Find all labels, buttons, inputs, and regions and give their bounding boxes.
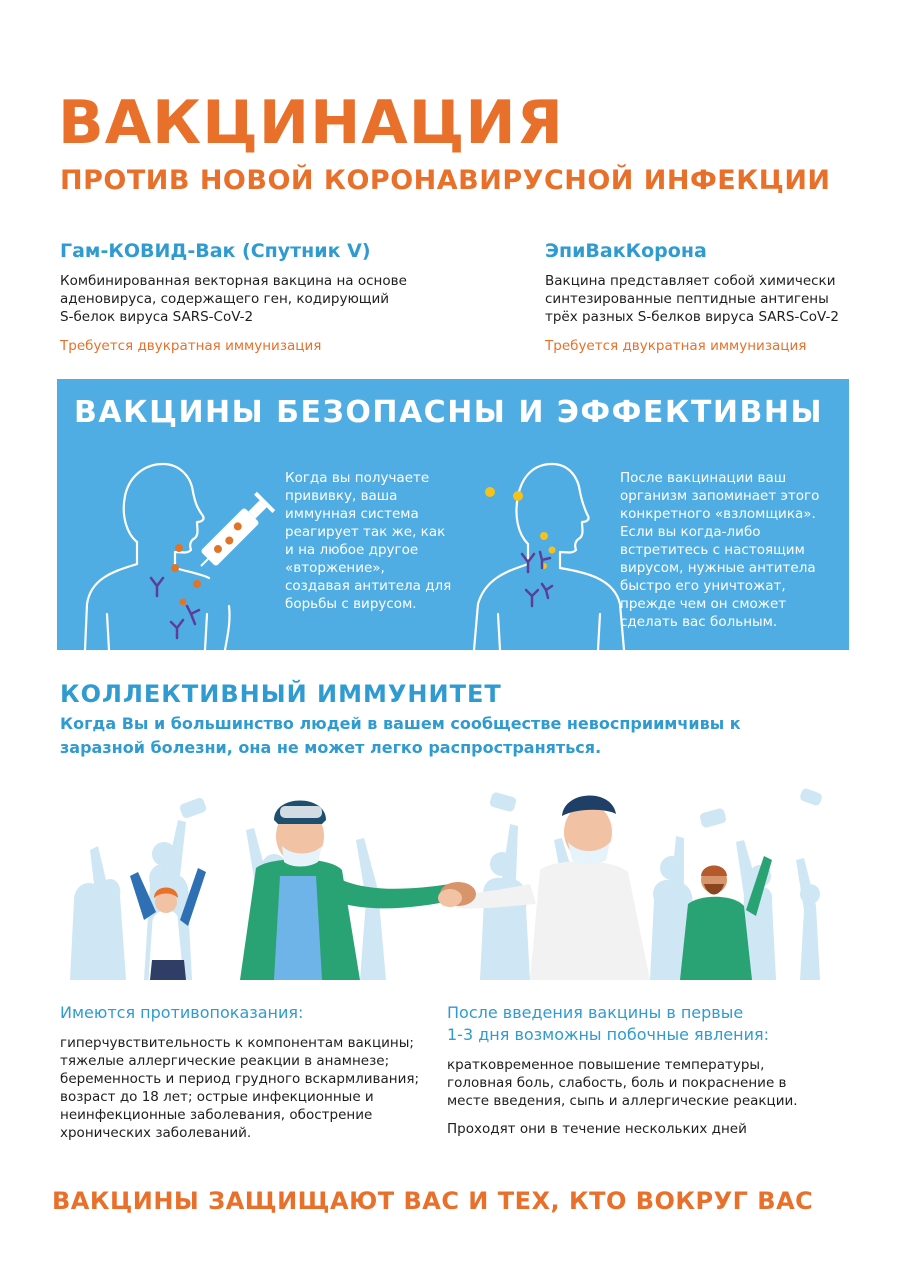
herd-immunity-text: Когда Вы и большинство людей в вашем сообществе невосприимчивы к заразной болезни, она не может легко распространяться. [60,714,741,757]
immune-memory-illustration [462,454,642,650]
vaccine-name: ЭпиВакКорона [545,240,707,262]
vaccine-description: Вакцина представляет собой химически синтезированные пептидные антигены трёх разных S-белков вируса SARS-CoV-2 [545,273,839,325]
vaccination-illustration [79,454,279,650]
vaccine-card-sputnik [60,240,460,354]
antibodies-icon [151,578,199,638]
vaccine-description: Комбинированная векторная вакцина на основе аденовируса, содержащего ген, кодирующий S-белок вируса SARS-CoV-2 [60,273,407,325]
page-subtitle: ПРОТИВ НОВОЙ КОРОНАВИРУСНОЙ ИНФЕКЦИИ [60,165,831,196]
vaccine-name: Гам-КОВИД-Вак (Спутник V) [60,240,371,262]
side-effects-section [447,1002,847,1138]
safety-panel [57,379,849,650]
contraindications-section [60,1002,430,1142]
antibodies-icon [522,552,552,606]
footer-slogan: ВАКЦИНЫ ЗАЩИЩАЮТ ВАС И ТЕХ, КТО ВОКРУГ ВАС [52,1187,814,1215]
herd-immunity-heading: КОЛЛЕКТИВНЫЙ ИММУНИТЕТ [60,680,502,708]
page-title: ВАКЦИНАЦИЯ [58,88,564,158]
virus-particles-icon [485,487,556,569]
vaccine-note: Требуется двукратная иммунизация [545,338,807,354]
person-man-green-icon [240,801,456,981]
side-effects-heading: После введения вакцины в первые 1-3 дня возможны побочные явления: [447,1003,770,1044]
vaccine-note: Требуется двукратная иммунизация [60,338,322,354]
panel-heading: ВАКЦИНЫ БЕЗОПАСНЫ И ЭФФЕКТИВНЫ [74,395,824,430]
crowd-illustration [60,780,840,980]
side-effects-note: Проходят они в течение нескольких дней [447,1121,747,1137]
side-effects-text: кратковременное повышение температуры, головная боль, слабость, боль и покраснение в месте введения, сыпь и аллергические реакции. [447,1057,798,1109]
panel-text-right: После вакцинации ваш организм запоминает этого конкретного «взломщика». Если вы когда-либо встретитесь с настоящим вирусом, нужные антитела быстро его уничтожат, прежде чем он сможет сделать вас больным. [620,470,820,630]
syringe-icon [192,492,275,575]
vaccine-card-epivac [545,240,885,354]
contraindications-text: гиперчувствительность к компонентам вакцины; тяжелые аллергические реакции в анамнезе; беременность и период грудного вскармливания; возраст до 18 лет; острые инфекционные и неинфекционные заболевания, обострение хронических заболеваний. [60,1035,420,1141]
panel-text-left: Когда вы получаете прививку, ваша иммунная система реагирует так же, как и на любое другое «вторжение», создавая антитела для борьбы с вирусом. [285,470,452,612]
contraindications-heading: Имеются противопоказания: [60,1003,304,1022]
